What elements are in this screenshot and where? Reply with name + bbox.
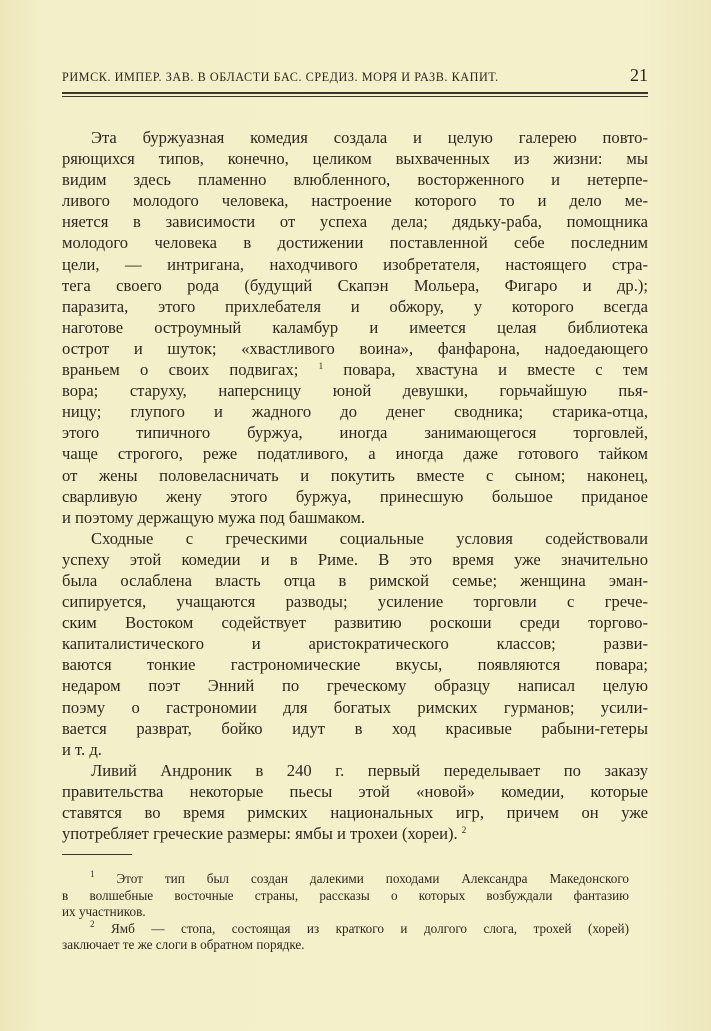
footnote-marker: 1	[90, 869, 95, 879]
body-line: вора; старуху, наперсницу юной девушки, горьчайшую пья-	[62, 381, 648, 401]
body-line: ряющихся типов, конечно, целиком выхваченных из жизни: мы	[62, 149, 648, 169]
body-line: этого типичного буржуа, иногда занимающегося торговлей,	[62, 423, 648, 443]
footnote-paragraph	[62, 871, 629, 921]
body-line: и т. д.	[62, 739, 102, 759]
body-line: ливого молодого человека, настроение которого то и дело ме-	[62, 191, 648, 211]
header-rule-bottom	[62, 96, 648, 97]
body-line: тега своего рода (будущий Скапэн Мольера, Фигаро и др.);	[62, 275, 648, 295]
body-line: сипируется, учащаются разводы; усиление торговли с грече-	[62, 592, 648, 612]
body-paragraph	[62, 528, 648, 760]
body-line: от жены половеласничать и покутить вместе с сыном; наконец,	[62, 465, 648, 485]
footnote-marker: 1	[318, 361, 324, 372]
body-line: вается разврат, бойко идут в ход красивые рабыни-гетеры	[62, 718, 648, 738]
body-line: враньем о своих подвигах; $^1$ повара, хвастуна и вместе с тем	[62, 360, 648, 380]
body-line: недаром поэт Энний по греческому образцу написал целую	[62, 676, 648, 696]
footnote-marker: 2	[461, 825, 467, 836]
footnote-separator	[62, 854, 132, 855]
body-line: паразита, этого прихлебателя и обжору, у которого всегда	[62, 296, 648, 316]
header-rule-top	[62, 92, 648, 94]
page-number: 21	[630, 65, 648, 85]
footnote-line: $^1$ Этот тип был создан далекими походами Александра Македонского	[90, 869, 629, 886]
body-line: употребляет греческие размеры: ямбы и трохеи (хореи). $^2$	[62, 824, 467, 844]
body-line: Ливий Андроник в 240 г. первый переделывает по заказу	[91, 760, 648, 780]
body-line: была ослаблена власть отца в римской семье; женщина эман-	[62, 570, 648, 590]
body-line: чаще строгого, реже податливого, а иногда даже готового тайком	[62, 444, 648, 464]
body-paragraph	[62, 760, 648, 844]
body-line: ваются тонкие гастрономические вкусы, появляются повара;	[62, 655, 648, 675]
footnote-line: в волшебные восточные страны, рассказы о которых возбуждали фантазию	[62, 887, 629, 903]
body-line: ницу; глупого и жадного до денег сводника; старика-отца,	[62, 402, 648, 422]
body-line: успеху этой комедии и в Риме. В это время уже значительно	[62, 549, 648, 569]
body-paragraph	[62, 127, 648, 528]
body-line: цели, — интригана, находчивого изобретателя, настоящего стра-	[62, 254, 648, 274]
body-line: острот и шуток; «хвастливого воина», фанфарона, надоедающего	[62, 338, 648, 358]
body-line: ставятся во время римских национальных игр, причем он уже	[62, 803, 648, 822]
body-line: Сходные с греческими социальные условия содействовали	[91, 528, 648, 548]
body-line: сварливую жену этого буржуа, принесшую большое приданое	[62, 486, 648, 506]
body-line: и поэтому держащую мужа под башмаком.	[62, 507, 366, 527]
footnote-paragraph	[62, 918, 629, 954]
body-line: правительства некоторые пьесы этой «новой» комедии, которые	[62, 781, 648, 801]
footnote-line: их участников.	[62, 904, 146, 920]
body-line: капиталистического и аристократического классов; разви-	[62, 634, 648, 654]
body-line: поэму о гастрономии для богатых римских гурманов; усили-	[62, 697, 648, 717]
body-line: молодого человека в достижении поставленной себе последним	[62, 233, 648, 253]
body-line: няется в зависимости от успеха дела; дядьку-раба, помощника	[62, 212, 648, 232]
body-line: Эта буржуазная комедия создала и целую галерею повто-	[91, 128, 648, 147]
body-line: ским Востоком содействует развитию роскоши среди торгово-	[62, 613, 648, 633]
body-text	[62, 127, 648, 844]
footnote-marker: 2	[90, 918, 95, 929]
running-head: РИМСК. ИМПЕР. ЗАВ. В ОБЛАСТИ БАС. СРЕДИЗ. МОРЯ И РАЗВ. КАПИТ.	[62, 70, 499, 84]
footnote-line: заключает те же слоги в обратном порядке.	[62, 937, 305, 953]
footnote-line: $^2$ Ямб — стопа, состоящая из краткого и долгого слога, трохей (хорей)	[90, 918, 629, 936]
footnotes	[62, 871, 629, 954]
body-line: наготове остроумный каламбур и имеется целая библиотека	[62, 317, 648, 337]
body-line: видим здесь пламенно влюбленного, восторженного и нетерпе-	[62, 170, 648, 190]
page-header	[62, 66, 648, 86]
